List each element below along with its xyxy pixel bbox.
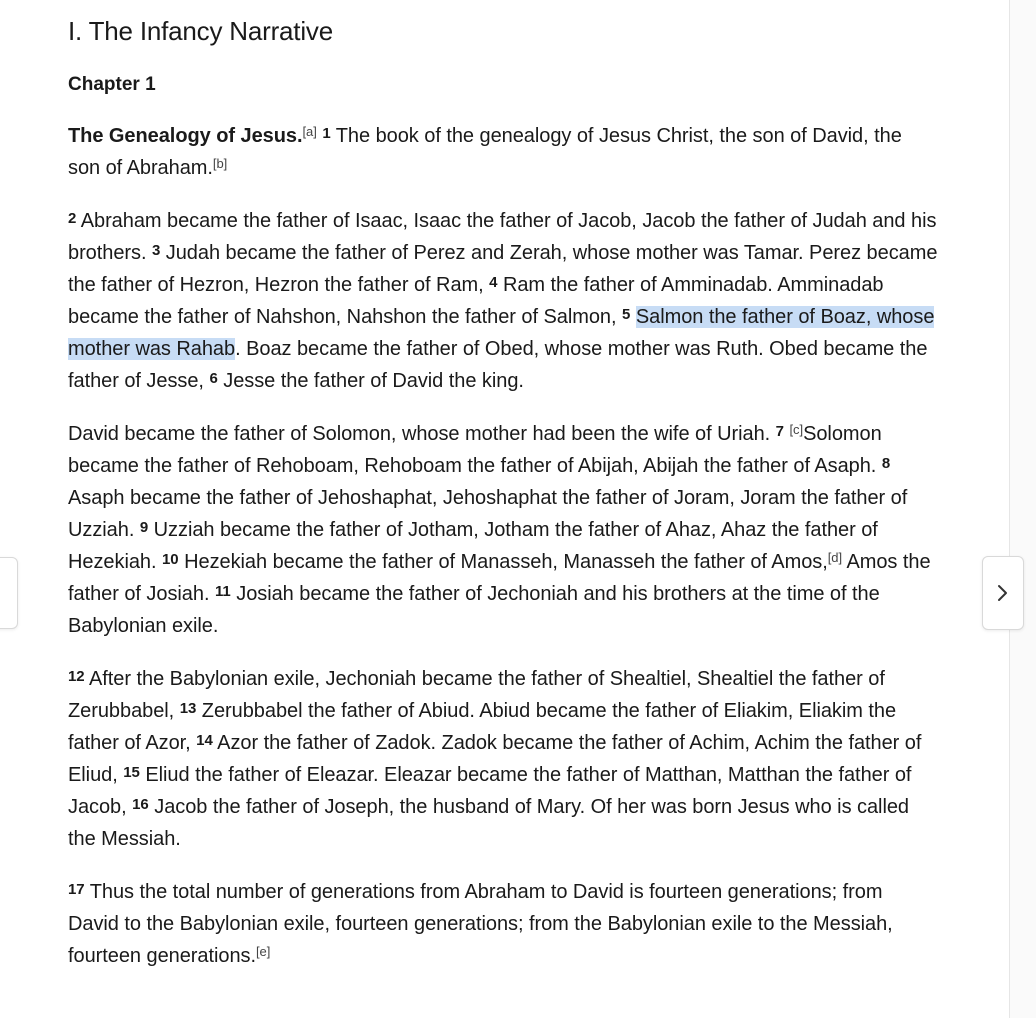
verse-15-text: Eliud the father of Eleazar. Eleazar became the father of Matthan, Matthan the father of Jacob, [68,764,912,818]
verse-number-10: 10 [162,551,179,568]
verse-3-text: Judah became the father of Perez and Zerah, whose mother was Tamar. Perez became the father of Hezron, Hezron the father of Ram, [68,242,938,296]
verse-5-text: . Boaz became the father of Obed, whose mother was Ruth. Obed became the father of Jesse, [68,338,928,392]
verse-number-5: 5 [622,306,631,323]
verse-number-15: 15 [123,764,140,781]
verse-number-11: 11 [214,583,231,600]
footnote-link-b[interactable]: [b] [212,156,228,171]
verse-9-text: Uzziah became the father of Jotham, Jotham the father of Ahaz, Ahaz the father of Hezekiah. [68,519,878,573]
verse-2-text: Abraham became the father of Isaac, Isaac the father of Jacob, Jacob the father of Judah and his brothers. [68,210,937,264]
verse-number-14: 14 [196,732,213,749]
verse-8-text: Asaph became the father of Jehoshaphat, Jehoshaphat the father of Joram, Joram the father of Uzziah. [68,487,908,541]
verse-number-9: 9 [139,519,149,536]
verse-10-text: Hezekiah became the father of Manasseh, Manasseh the father of Amos, [178,551,828,573]
verse-13-text: Zerubbabel the father of Abiud. Abiud became the father of Eliakim, Eliakim the father of Azor, [68,700,897,754]
verse-7-text: Solomon became the father of Rehoboam, Rehoboam the father of Abijah, Abijah the father of Asaph. [68,423,882,477]
verse-6-text: Jesse the father of David the king. [217,370,524,392]
verse-10-continued-text: Amos the father of Josiah. [68,551,931,605]
verse-number-7: 7 [775,423,784,440]
scrollbar-track[interactable] [1009,0,1036,1018]
chapter-content [68,14,938,972]
verse-number-2: 2 [68,210,77,227]
paragraph-5 [68,876,938,972]
pericope-heading: The Genealogy of Jesus. [68,125,303,147]
chevron-right-icon [996,582,1010,604]
paragraph-2 [68,205,938,397]
verse-12-text: After the Babylonian exile, Jechoniah became the father of Shealtiel, Shealtiel the father of Zerubbabel, [68,668,885,722]
next-chapter-button[interactable] [982,556,1024,630]
highlighted-text[interactable]: Salmon the father of Boaz, whose mother was Rahab [68,306,935,360]
verse-1-text: The book of the genealogy of Jesus Christ, the son of David, the son of Abraham. [68,125,902,179]
verse-number-13: 13 [179,700,197,717]
verse-number-12: 12 [68,668,85,685]
verse-number-8: 8 [881,455,891,472]
verse-number-3: 3 [151,242,161,259]
paragraph-1 [68,120,938,184]
paragraph-4 [68,663,938,855]
verse-number-6: 6 [209,370,218,387]
footnote-link-c[interactable]: [c] [789,422,804,437]
verse-4-text: Ram the father of Amminadab. Amminadab became the father of Nahshon, Nahshon the father of Salmon, [68,274,884,328]
verse-14-text: Azor the father of Zadok. Zadok became the father of Achim, Achim the father of Eliud, [68,732,922,786]
verse-17-text: Thus the total number of generations from Abraham to David is fourteen generations; from David to the Babylonian exile, fourteen generations; from the Babylonian exile to the Messiah, fourteen generations. [68,881,893,967]
verse-6-continued-text: David became the father of Solomon, whose mother had been the wife of Uriah. [68,423,776,445]
paragraph-3 [68,418,938,642]
verse-number-17: 17 [68,881,85,898]
chapter-heading: Chapter 1 [68,74,156,95]
verse-16-text: Jacob the father of Joseph, the husband of Mary. Of her was born Jesus who is called the Messiah. [68,796,909,850]
verse-number-1: 1 [322,125,331,142]
previous-chapter-button[interactable] [0,557,18,629]
verse-number-4: 4 [489,274,498,291]
footnote-link-d[interactable]: [d] [827,550,843,565]
book-section-title: I. The Infancy Narrative [68,16,333,46]
verse-number-16: 16 [132,796,149,813]
footnote-link-e[interactable]: [e] [255,944,271,959]
footnote-link-a[interactable]: [a] [302,124,317,139]
verse-11-text: Josiah became the father of Jechoniah and his brothers at the time of the Babylonian exile. [68,583,880,637]
